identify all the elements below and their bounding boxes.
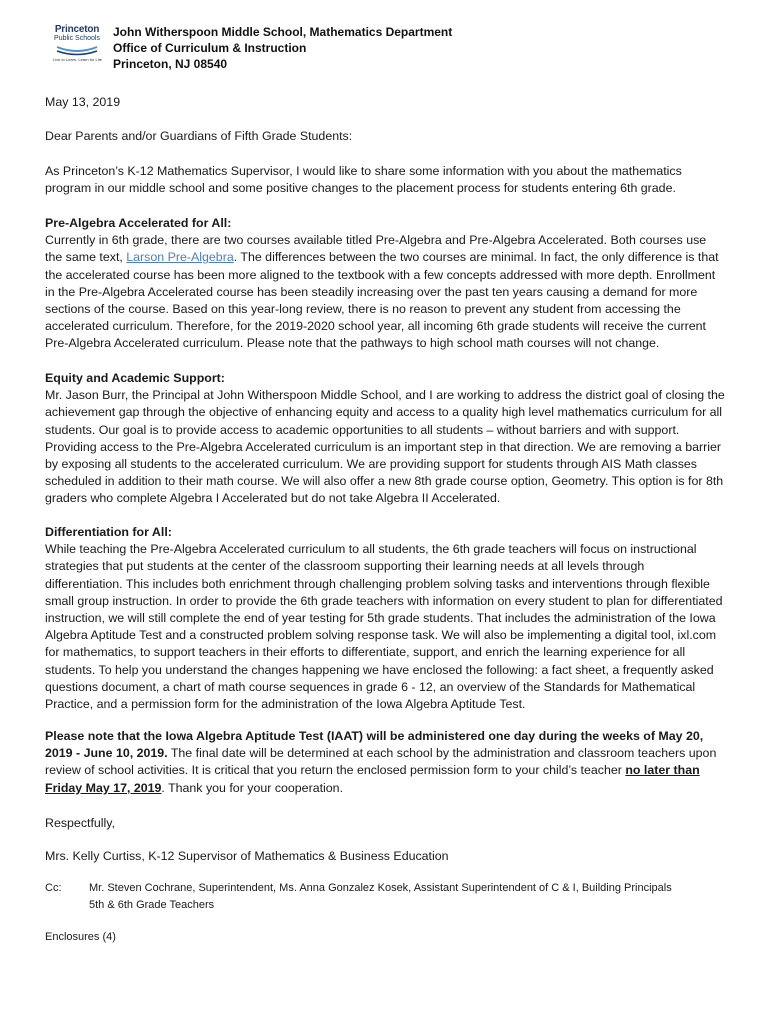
letterhead-address: Princeton, NJ 08540 xyxy=(113,57,228,71)
section-equity xyxy=(45,370,725,508)
notice-bold: Please note that the Iowa Algebra Aptitude Test (IAAT) will be administered one day during the weeks of May 20, 2019 - June 10, 2019. xyxy=(45,729,704,761)
enclosures: Enclosures (4) xyxy=(45,931,116,943)
intro-paragraph: As Princeton’s K-12 Mathematics Supervisor, I would like to share some information with you about the mathematics program in our middle school and some positive changes to the placement process for students entering 6th grade. xyxy=(45,164,682,196)
cc-line: 5th & 6th Grade Teachers xyxy=(89,899,215,911)
notice-closing: . Thank you for your cooperation. xyxy=(161,780,344,795)
cc-line: Mr. Steven Cochrane, Superintendent, Ms. Anna Gonzalez Kosek, Assistant Superintendent of C & I, Building Principals xyxy=(89,882,672,894)
cc-label: Cc: xyxy=(45,882,62,894)
letterhead xyxy=(113,24,452,72)
signature: Mrs. Kelly Curtiss, K-12 Supervisor of Mathematics & Business Education xyxy=(45,849,449,863)
logo-subtitle: Public Schools xyxy=(54,35,100,42)
section-body: Mr. Jason Burr, the Principal at John Witherspoon Middle School, and I are working to address the district goal of closing the achievement gap through the objective of enhancing equity and access to a quality high level mathematics curriculum for all students. Our goal is to provide access to academic opportunities to all students – without barriers and with support. Providing access to the Pre-Algebra Accelerated curriculum is an important step in that direction. We are removing a barrier by exposing all students to the accelerated curriculum. We are providing support for students through AIS Math classes scheduled in addition to their math course. We will also offer a new 8th grade course option, Geometry. This option is for 8th graders who complete Algebra I Accelerated but do not take Algebra II Accelerated. xyxy=(45,388,725,506)
signoff: Respectfully, xyxy=(45,816,116,830)
larson-pre-algebra-link[interactable]: Larson Pre-Algebra xyxy=(126,250,234,265)
section-body: Currently in 6th grade, there are two courses available titled Pre-Algebra and Pre-Algebra Accelerated. Both courses use the same text, Larson Pre-Algebra. The differences between the two courses are minimal. In fact, the only difference is that the accelerated course has been more aligned to the textbook with a few concepts addressed with more depth. Enrollment in the Pre-Algebra Accelerated course has been steadily increasing over the past ten years causing a demand for more sections of the course. Based on this year-long review, there is no reason to prevent any student from accessing the accelerated curriculum. Therefore, for the 2019-2020 school year, all incoming 6th grade students will receive the current Pre-Algebra Accelerated curriculum. Please note that the pathways to high school math courses will not change. xyxy=(45,233,719,351)
section-heading: Equity and Academic Support: xyxy=(45,371,225,385)
logo-name: Princeton xyxy=(54,24,100,35)
section-differentiation xyxy=(45,524,725,713)
section-body: While teaching the Pre-Algebra Accelerated curriculum to all students, the 6th grade teachers will focus on instructional strategies that put students at the center of the classroom supporting their learning needs at all levels through differentiation. This includes both enrichment through challenging problem solving tasks and interventions through flexible small group instruction. In order to provide the 6th grade teachers with information on every student to plan for differentiated instruction, we will still complete the end of year testing for 5th grade students. That includes the administration of the Iowa Algebra Aptitude Test and a constructed problem solving response task. We will also be implementing a digital tool, ixl.com for mathematics, to support teachers in their efforts to differentiate, support, and enrich the learning experience for all students. To help you understand the changes happening we have enclosed the following: a fact sheet, a frequently asked questions document, a chart of math course sequences in grade 6 - 12, an overview of the Standards for Mathematical Practice, and a permission form for the administration of the Iowa Algebra Aptitude Test. xyxy=(45,542,723,712)
letterhead-school: John Witherspoon Middle School, Mathematics Department xyxy=(113,25,453,39)
wave-icon xyxy=(55,44,99,56)
notice-deadline: no later than Friday May 17, 2019 xyxy=(45,763,700,795)
princeton-schools-logo xyxy=(53,24,101,68)
logo-tagline: Live to Learn, Learn for Life xyxy=(53,57,102,62)
cc-recipients xyxy=(89,880,749,914)
salutation: Dear Parents and/or Guardians of Fifth Grade Students: xyxy=(45,129,353,143)
section-pre-algebra xyxy=(45,215,725,353)
iaat-notice xyxy=(45,728,725,797)
notice-text: The final date will be determined at each school by the administration and classroom teachers upon review of school activities. It is critical that you return the enclosed permission form to your child’s teacher xyxy=(45,746,717,778)
letterhead-office: Office of Curriculum & Instruction xyxy=(113,41,307,55)
section-heading: Differentiation for All: xyxy=(45,525,172,539)
section-heading: Pre-Algebra Accelerated for All: xyxy=(45,216,232,230)
letter-date: May 13, 2019 xyxy=(45,95,121,109)
